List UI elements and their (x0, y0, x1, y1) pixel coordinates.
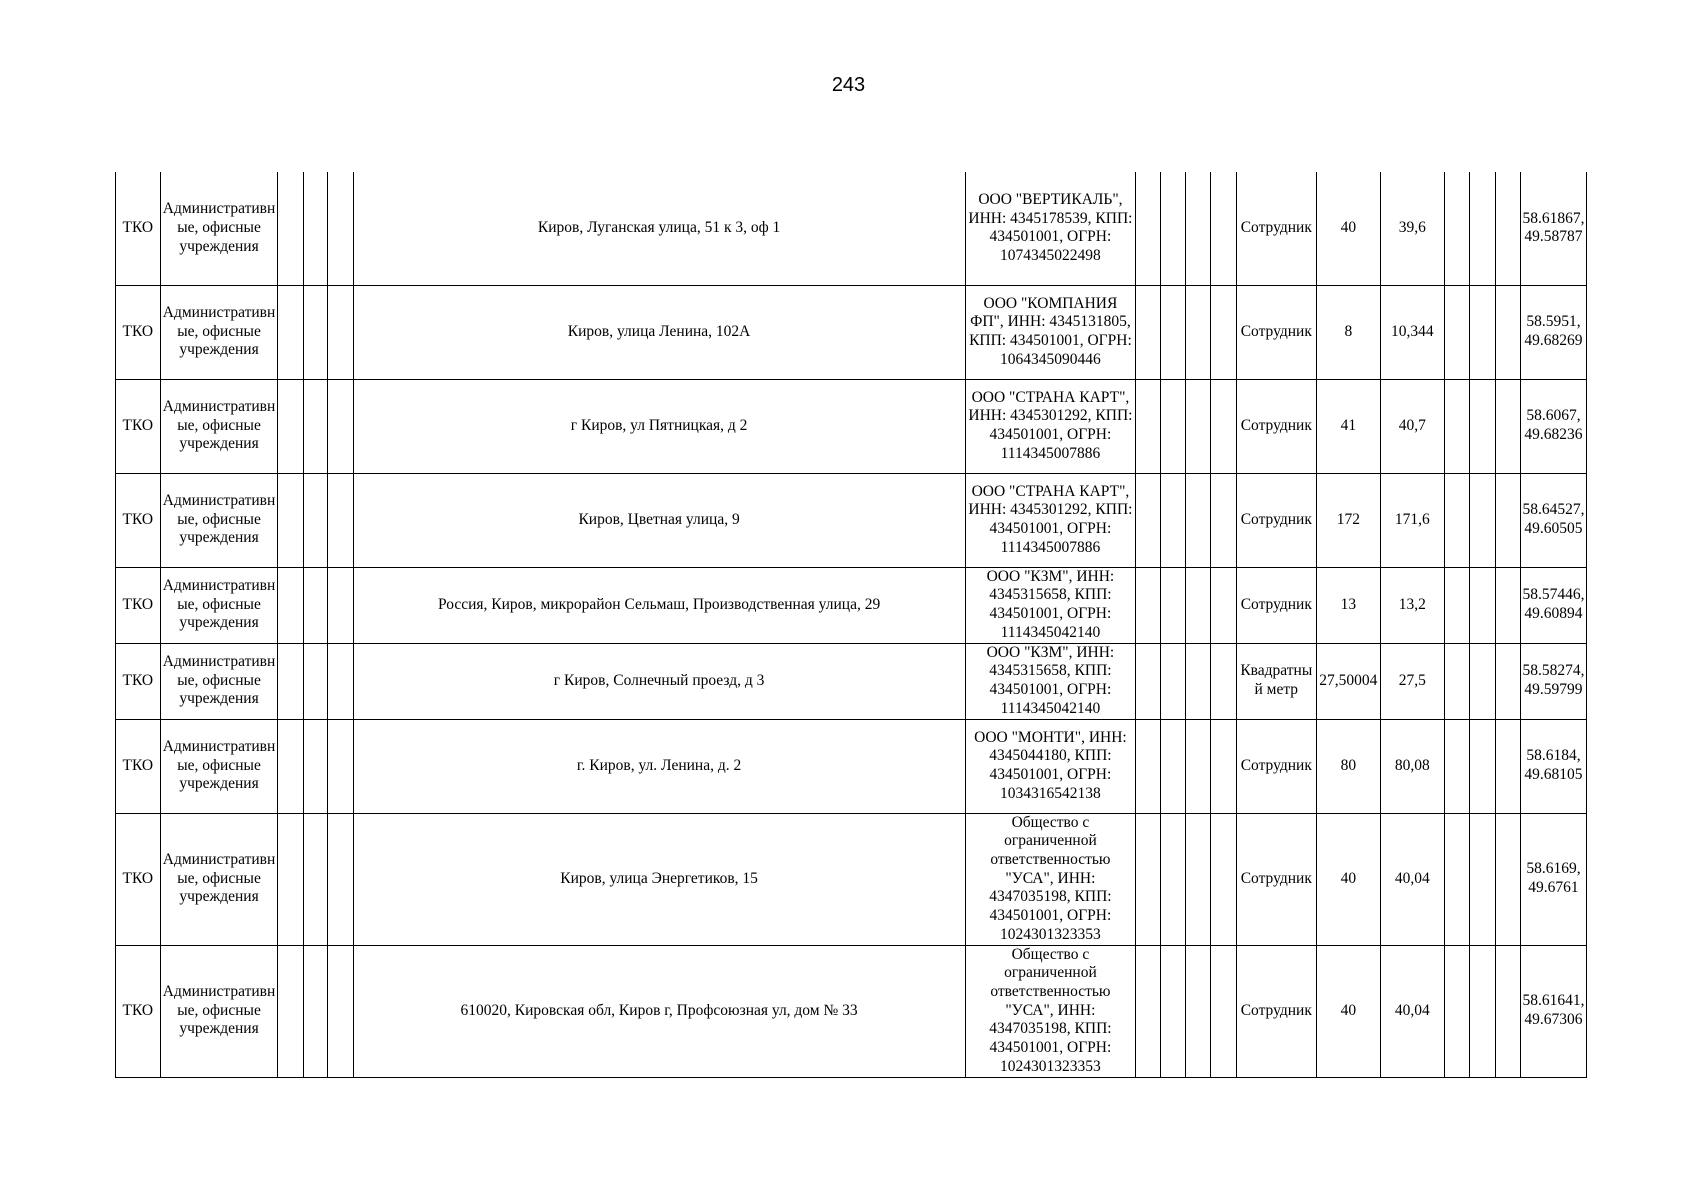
empty-cell (328, 473, 353, 567)
unit-cell: Сотрудник (1236, 813, 1316, 945)
waste-type-cell: ТКО (116, 567, 161, 643)
coordinates-cell: 58.6169, 49.6761 (1520, 813, 1586, 945)
empty-cell (1136, 643, 1160, 719)
empty-cell (1470, 643, 1495, 719)
empty-cell (1136, 719, 1160, 813)
empty-cell (303, 945, 327, 1077)
empty-cell (1495, 813, 1520, 945)
organization-cell: ООО "СТРАНА КАРТ", ИНН: 4345301292, КПП: 434501001, ОГРН: 1114345007886 (965, 473, 1136, 567)
count-cell: 80 (1316, 719, 1380, 813)
table-row (116, 719, 1587, 813)
count-cell: 13 (1316, 567, 1380, 643)
empty-cell (1136, 172, 1160, 285)
volume-cell: 39,6 (1380, 172, 1444, 285)
empty-cell (1211, 172, 1236, 285)
empty-cell (303, 643, 327, 719)
volume-cell: 13,2 (1380, 567, 1444, 643)
empty-cell (1160, 813, 1185, 945)
address-cell: Киров, Луганская улица, 51 к 3, оф 1 (353, 172, 965, 285)
page-number: 243 (831, 74, 866, 96)
count-cell: 8 (1316, 285, 1380, 379)
empty-cell (1211, 719, 1236, 813)
empty-cell (278, 379, 303, 473)
table-row (116, 379, 1587, 473)
waste-sources-table (115, 172, 1587, 1078)
count-cell: 41 (1316, 379, 1380, 473)
empty-cell (1495, 945, 1520, 1077)
empty-cell (1185, 379, 1210, 473)
category-cell: Административные, офисные учреждения (160, 945, 278, 1077)
organization-cell: ООО "ВЕРТИКАЛЬ", ИНН: 4345178539, КПП: 434501001, ОГРН: 1074345022498 (965, 172, 1136, 285)
coordinates-cell: 58.61641, 49.67306 (1520, 945, 1586, 1077)
empty-cell (328, 945, 353, 1077)
table-row (116, 813, 1587, 945)
empty-cell (303, 473, 327, 567)
count-cell: 40 (1316, 172, 1380, 285)
empty-cell (1470, 285, 1495, 379)
volume-cell: 27,5 (1380, 643, 1444, 719)
empty-cell (1495, 719, 1520, 813)
address-cell: г. Киров, ул. Ленина, д. 2 (353, 719, 965, 813)
empty-cell (303, 379, 327, 473)
address-cell: Киров, улица Ленина, 102А (353, 285, 965, 379)
count-cell: 40 (1316, 945, 1380, 1077)
empty-cell (1444, 285, 1469, 379)
empty-cell (278, 473, 303, 567)
unit-cell: Сотрудник (1236, 719, 1316, 813)
empty-cell (1211, 643, 1236, 719)
category-cell: Административные, офисные учреждения (160, 567, 278, 643)
empty-cell (1495, 567, 1520, 643)
empty-cell (328, 813, 353, 945)
unit-cell: Сотрудник (1236, 945, 1316, 1077)
empty-cell (1495, 473, 1520, 567)
empty-cell (278, 567, 303, 643)
table-row (116, 945, 1587, 1077)
waste-type-cell: ТКО (116, 285, 161, 379)
coordinates-cell: 58.61867, 49.58787 (1520, 172, 1586, 285)
organization-cell: ООО "КЗМ", ИНН: 4345315658, КПП: 434501001, ОГРН: 1114345042140 (965, 643, 1136, 719)
empty-cell (1211, 567, 1236, 643)
waste-type-cell: ТКО (116, 719, 161, 813)
table-row (116, 473, 1587, 567)
empty-cell (1136, 379, 1160, 473)
empty-cell (1495, 379, 1520, 473)
waste-type-cell: ТКО (116, 945, 161, 1077)
empty-cell (1444, 643, 1469, 719)
volume-cell: 40,7 (1380, 379, 1444, 473)
address-cell: г Киров, ул Пятницкая, д 2 (353, 379, 965, 473)
count-cell: 40 (1316, 813, 1380, 945)
category-cell: Административные, офисные учреждения (160, 473, 278, 567)
category-cell: Административные, офисные учреждения (160, 813, 278, 945)
address-cell: г Киров, Солнечный проезд, д 3 (353, 643, 965, 719)
empty-cell (1470, 945, 1495, 1077)
empty-cell (328, 719, 353, 813)
empty-cell (1444, 567, 1469, 643)
empty-cell (1136, 945, 1160, 1077)
empty-cell (1495, 285, 1520, 379)
empty-cell (1185, 813, 1210, 945)
empty-cell (1470, 172, 1495, 285)
unit-cell: Сотрудник (1236, 473, 1316, 567)
empty-cell (1160, 945, 1185, 1077)
table-row (116, 172, 1587, 285)
empty-cell (278, 172, 303, 285)
empty-cell (1160, 643, 1185, 719)
organization-cell: ООО "МОНТИ", ИНН: 4345044180, КПП: 434501001, ОГРН: 1034316542138 (965, 719, 1136, 813)
empty-cell (1444, 813, 1469, 945)
empty-cell (1185, 172, 1210, 285)
waste-type-cell: ТКО (116, 473, 161, 567)
table-row (116, 643, 1587, 719)
volume-cell: 40,04 (1380, 813, 1444, 945)
empty-cell (1495, 643, 1520, 719)
volume-cell: 40,04 (1380, 945, 1444, 1077)
volume-cell: 171,6 (1380, 473, 1444, 567)
waste-type-cell: ТКО (116, 379, 161, 473)
empty-cell (1160, 379, 1185, 473)
organization-cell: ООО "КЗМ", ИНН: 4345315658, КПП: 434501001, ОГРН: 1114345042140 (965, 567, 1136, 643)
unit-cell: Сотрудник (1236, 172, 1316, 285)
empty-cell (303, 172, 327, 285)
empty-cell (1185, 285, 1210, 379)
organization-cell: ООО "КОМПАНИЯ ФП", ИНН: 4345131805, КПП: 434501001, ОГРН: 1064345090446 (965, 285, 1136, 379)
empty-cell (328, 379, 353, 473)
waste-type-cell: ТКО (116, 172, 161, 285)
count-cell: 27,50004 (1316, 643, 1380, 719)
waste-type-cell: ТКО (116, 813, 161, 945)
count-cell: 172 (1316, 473, 1380, 567)
empty-cell (1211, 813, 1236, 945)
table-row (116, 567, 1587, 643)
empty-cell (328, 172, 353, 285)
address-cell: Россия, Киров, микрорайон Сельмаш, Производственная улица, 29 (353, 567, 965, 643)
empty-cell (1211, 945, 1236, 1077)
volume-cell: 10,344 (1380, 285, 1444, 379)
empty-cell (1470, 813, 1495, 945)
empty-cell (1211, 285, 1236, 379)
empty-cell (1470, 473, 1495, 567)
empty-cell (303, 567, 327, 643)
empty-cell (1185, 567, 1210, 643)
empty-cell (1160, 719, 1185, 813)
empty-cell (1444, 473, 1469, 567)
organization-cell: Общество с ограниченной ответственностью "УСА", ИНН: 4347035198, КПП: 434501001, ОГРН: 1024301323353 (965, 813, 1136, 945)
empty-cell (278, 945, 303, 1077)
unit-cell: Сотрудник (1236, 567, 1316, 643)
empty-cell (1185, 473, 1210, 567)
organization-cell: Общество с ограниченной ответственностью "УСА", ИНН: 4347035198, КПП: 434501001, ОГРН: 1024301323353 (965, 945, 1136, 1077)
empty-cell (328, 285, 353, 379)
empty-cell (1211, 473, 1236, 567)
category-cell: Административные, офисные учреждения (160, 379, 278, 473)
table-row (116, 285, 1587, 379)
empty-cell (278, 285, 303, 379)
category-cell: Административные, офисные учреждения (160, 172, 278, 285)
address-cell: 610020, Кировская обл, Киров г, Профсоюзная ул, дом № 33 (353, 945, 965, 1077)
address-cell: Киров, улица Энергетиков, 15 (353, 813, 965, 945)
waste-type-cell: ТКО (116, 643, 161, 719)
empty-cell (1470, 567, 1495, 643)
empty-cell (303, 719, 327, 813)
empty-cell (328, 567, 353, 643)
coordinates-cell: 58.6184, 49.68105 (1520, 719, 1586, 813)
unit-cell: Сотрудник (1236, 285, 1316, 379)
empty-cell (1185, 945, 1210, 1077)
empty-cell (1444, 379, 1469, 473)
coordinates-cell: 58.58274, 49.59799 (1520, 643, 1586, 719)
empty-cell (278, 813, 303, 945)
empty-cell (1136, 473, 1160, 567)
empty-cell (1444, 172, 1469, 285)
coordinates-cell: 58.6067, 49.68236 (1520, 379, 1586, 473)
empty-cell (1160, 473, 1185, 567)
empty-cell (303, 285, 327, 379)
empty-cell (1160, 172, 1185, 285)
empty-cell (278, 719, 303, 813)
table-body (116, 172, 1587, 1077)
empty-cell (1185, 643, 1210, 719)
coordinates-cell: 58.5951, 49.68269 (1520, 285, 1586, 379)
empty-cell (1470, 719, 1495, 813)
category-cell: Административные, офисные учреждения (160, 285, 278, 379)
empty-cell (278, 643, 303, 719)
empty-cell (1185, 719, 1210, 813)
address-cell: Киров, Цветная улица, 9 (353, 473, 965, 567)
empty-cell (1160, 285, 1185, 379)
empty-cell (328, 643, 353, 719)
organization-cell: ООО "СТРАНА КАРТ", ИНН: 4345301292, КПП: 434501001, ОГРН: 1114345007886 (965, 379, 1136, 473)
unit-cell: Сотрудник (1236, 379, 1316, 473)
empty-cell (1136, 567, 1160, 643)
empty-cell (303, 813, 327, 945)
coordinates-cell: 58.64527, 49.60505 (1520, 473, 1586, 567)
coordinates-cell: 58.57446, 49.60894 (1520, 567, 1586, 643)
empty-cell (1136, 813, 1160, 945)
volume-cell: 80,08 (1380, 719, 1444, 813)
category-cell: Административные, офисные учреждения (160, 643, 278, 719)
empty-cell (1160, 567, 1185, 643)
empty-cell (1444, 719, 1469, 813)
empty-cell (1470, 379, 1495, 473)
unit-cell: Квадратный метр (1236, 643, 1316, 719)
empty-cell (1444, 945, 1469, 1077)
empty-cell (1136, 285, 1160, 379)
empty-cell (1495, 172, 1520, 285)
category-cell: Административные, офисные учреждения (160, 719, 278, 813)
empty-cell (1211, 379, 1236, 473)
